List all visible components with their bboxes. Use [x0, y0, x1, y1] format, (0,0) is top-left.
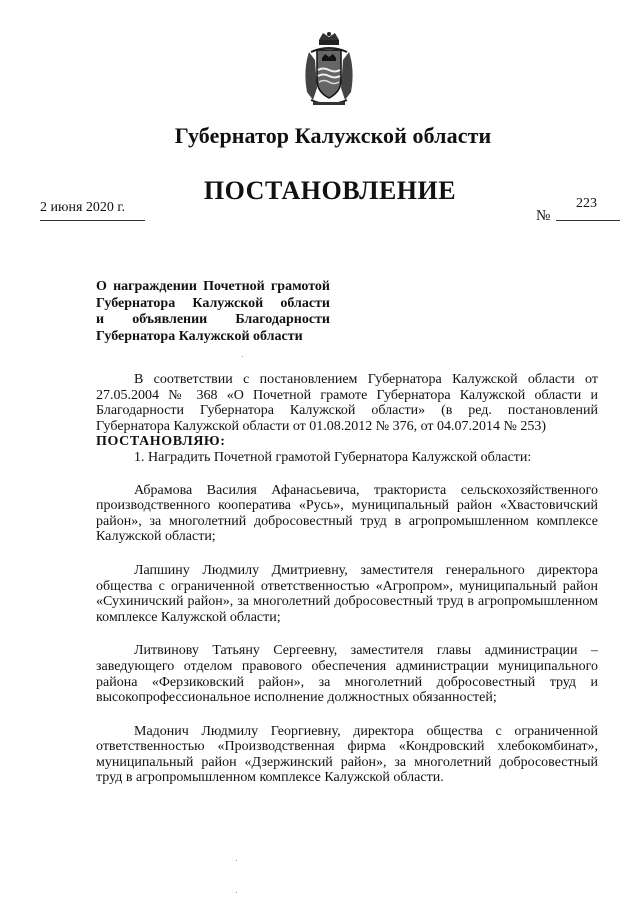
- subject-line: Губернатора Калужской области: [96, 328, 303, 344]
- awardee-paragraph: Мадонич Людмилу Георгиевну, директора общества с ограниченной ответственностью «Производственная фирма «Кондровский хлебокомбинат», муниципальный район «Дзержинский район», за многолетний добросовестный труд в агропромышленном комплексе Калужской области.: [96, 723, 598, 786]
- awardee-paragraph: Литвинову Татьяну Сергеевну, заместителя главы администрации – заведующего отделом правового обеспечения администрации муниципального района «Ферзиковский район», за многолетний добросовестный труд и высокопрофессиональное исполнение должностных обязанностей;: [96, 643, 598, 706]
- subject-line: О награждении Почетной грамотой: [96, 279, 330, 294]
- document-body: [96, 372, 598, 786]
- document-number-block: [536, 196, 626, 224]
- subject-line: и объявлении Благодарности: [96, 312, 330, 328]
- scan-speck: [236, 892, 237, 893]
- awardee-paragraph: Абрамова Василия Афанасьевича, тракториста сельскохозяйственного производственного кооператива «Русь», муниципальный район «Хвастовичский район», за многолетний добросовестный труд в агропромышленном комплексе Калужской области;: [96, 482, 598, 545]
- preamble-paragraph: В соответствии с постановлением Губернатора Калужской области от 27.05.2004 № 368 «О Почетной грамоте Губернатора Калужской области и Благодарности Губернатора Калужской области» (в ред. постановлений Губернатора Калужской области от 01.08.2012 № 376, от 04.07.2014 № 253): [96, 372, 598, 434]
- number-sign: №: [536, 208, 551, 224]
- scan-speck: [242, 356, 243, 357]
- kaluga-coat-of-arms-icon: [297, 30, 361, 110]
- document-number: 223: [576, 196, 597, 211]
- number-underline: [556, 220, 620, 221]
- document-date: 2 июня 2020 г.: [40, 200, 126, 215]
- document-type-title: ПОСТАНОВЛЕНИЕ: [203, 176, 457, 205]
- decree-word: ПОСТАНОВЛЯЮ:: [96, 434, 226, 450]
- date-underline: [40, 220, 145, 221]
- awardee-paragraph: Лапшину Людмилу Дмитриевну, заместителя генерального директора общества с ограниченной ответственностью «Агропром», муниципальный район «Сухиничский район», за многолетний добросовестный труд в агропромышленном комплексе Калужской области;: [96, 562, 598, 625]
- scan-speck: [236, 860, 237, 861]
- subject-line: Губернатора Калужской области: [96, 295, 330, 311]
- issuer-title: Губернатор Калужской области: [174, 123, 492, 148]
- item-1: 1. Наградить Почетной грамотой Губернатора Калужской области:: [134, 449, 532, 465]
- document-subject: [96, 279, 330, 345]
